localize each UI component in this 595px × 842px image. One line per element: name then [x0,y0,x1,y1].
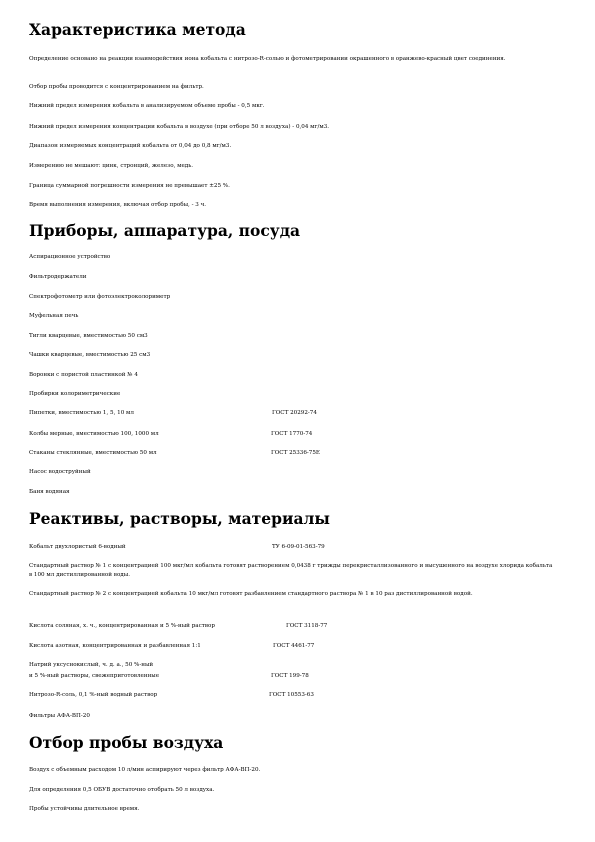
table-row [29,409,569,418]
section-heading-equipment: Приборы, аппаратура, посуда [29,221,301,240]
paragraph-error: Граница суммарной погрешности измерения не превышает ±25 %. [29,183,230,189]
table-row [29,691,569,700]
paragraph-sampling-volume: Для определения 0,5 ОБУВ достаточно отобрать 50 л воздуха. [29,787,215,793]
gost-code: ГОСТ 4461-77 [273,643,315,649]
table-row [29,672,569,681]
paragraph-range: Диапазон измеряемых концентраций кобальта от 0,04 до 0,8 мг/м3. [29,143,232,149]
gost-code: ГОСТ 1770-74 [271,431,313,437]
paragraph-standard-solution-2: Стандартный раствор № 2 с концентрацией кобальта 10 мкг/мл готовят разбавлением стандартного раствора № 1 в 10 раз дистиллированной водой. [29,591,473,597]
paragraph-method-basis: Определение основано на реакции взаимодействия иона кобальта с нитрозо-R-солью и фотометрировании окрашенного в оранжево-красный цвет соединения. [29,56,506,62]
paragraph-lower-limit-mass: Нижний предел измерения кобальта в анализируемом объеме пробы - 0,5 мкг. [29,103,265,109]
table-row [29,449,569,458]
list-item: Баня водяная [29,489,70,495]
reagent-name: Натрий уксуснокислый, ч. д. а., 50 %-ный [29,662,154,668]
reagent-name: Кислота азотная, концентрированная и разбавленная 1:1 [29,643,201,649]
gost-code: ГОСТ 3118-77 [286,623,328,629]
list-item: Тигли кварцевые, вместимостью 50 см3 [29,333,148,339]
section-heading-method-characteristics: Характеристика метода [29,20,246,39]
reagent-name: Фильтры АФА-ВП-20 [29,713,90,719]
reagent-name: Кобальт двухлористый 6-водный [29,544,126,550]
reagent-name: Нитрозо-R-соль, 0,1 %-ный водный раствор [29,692,158,698]
list-item: Муфельная печь [29,313,79,319]
paragraph-duration: Время выполнения измерения, включая отбор пробы, - 3 ч. [29,202,207,208]
list-item: Насос водоструйный [29,469,91,475]
gost-code: ГОСТ 199-78 [271,673,309,679]
gost-code: ГОСТ 10553-63 [269,692,314,698]
equipment-name: Колбы мерные, вместимостью 100, 1000 мл [29,431,159,437]
list-item: Аспирационное устройство [29,254,111,260]
paragraph-stability: Пробы устойчивы длительное время. [29,806,140,812]
gost-code: ТУ 6-09-01-563-79 [272,544,325,550]
paragraph-lower-limit-concentration: Нижний предел измерения концентрации кобальта в воздухе (при отборе 50 л воздуха) - 0,04 мг/м3. [29,124,330,130]
list-item: Фильтродержатели [29,274,87,280]
paragraph-sampling: Отбор пробы проводится с концентрированием на фильтр. [29,84,204,90]
table-row [29,642,569,651]
list-item: Чашки кварцевые, вместимостью 25 см3 [29,352,151,358]
table-row [29,430,569,439]
list-item: Пробирки колориметрические [29,391,121,397]
list-item: Спектрофотометр или фотоэлектроколориметр [29,294,171,300]
section-heading-air-sampling: Отбор пробы воздуха [29,733,224,752]
gost-code: ГОСТ 25336-75Е [271,450,320,456]
section-heading-reagents: Реактивы, растворы, материалы [29,509,330,528]
equipment-name: Стаканы стеклянные, вместимостью 50 мл [29,450,157,456]
equipment-name: Пипетки, вместимостью 1, 5, 10 мл [29,410,134,416]
table-row [29,543,569,552]
reagent-name: Кислота соляная, х. ч., концентрированная и 5 %-ный раствор [29,623,215,629]
reagent-name: и 5 %-ный растворы, свежеприготовленные [29,673,160,679]
list-item: Воронки с пористой пластинкой № 4 [29,372,138,378]
paragraph-interferences: Измерению не мешают: цинк, стронций, железо, медь. [29,163,194,169]
paragraph-standard-solution-1: Стандартный раствор № 1 с концентрацией 100 мкг/мл кобальта готовят растворением 0,0438 г трижды перекристаллизованного и высушенного на воздухе хлорида кобальта в 100 мл дистиллированной воды. [29,563,553,578]
gost-code: ГОСТ 20292-74 [272,410,317,416]
table-row [29,622,569,631]
paragraph-sampling-rate: Воздух с объемным расходом 10 л/мин аспирируют через фильтр АФА-ВП-20. [29,767,261,773]
